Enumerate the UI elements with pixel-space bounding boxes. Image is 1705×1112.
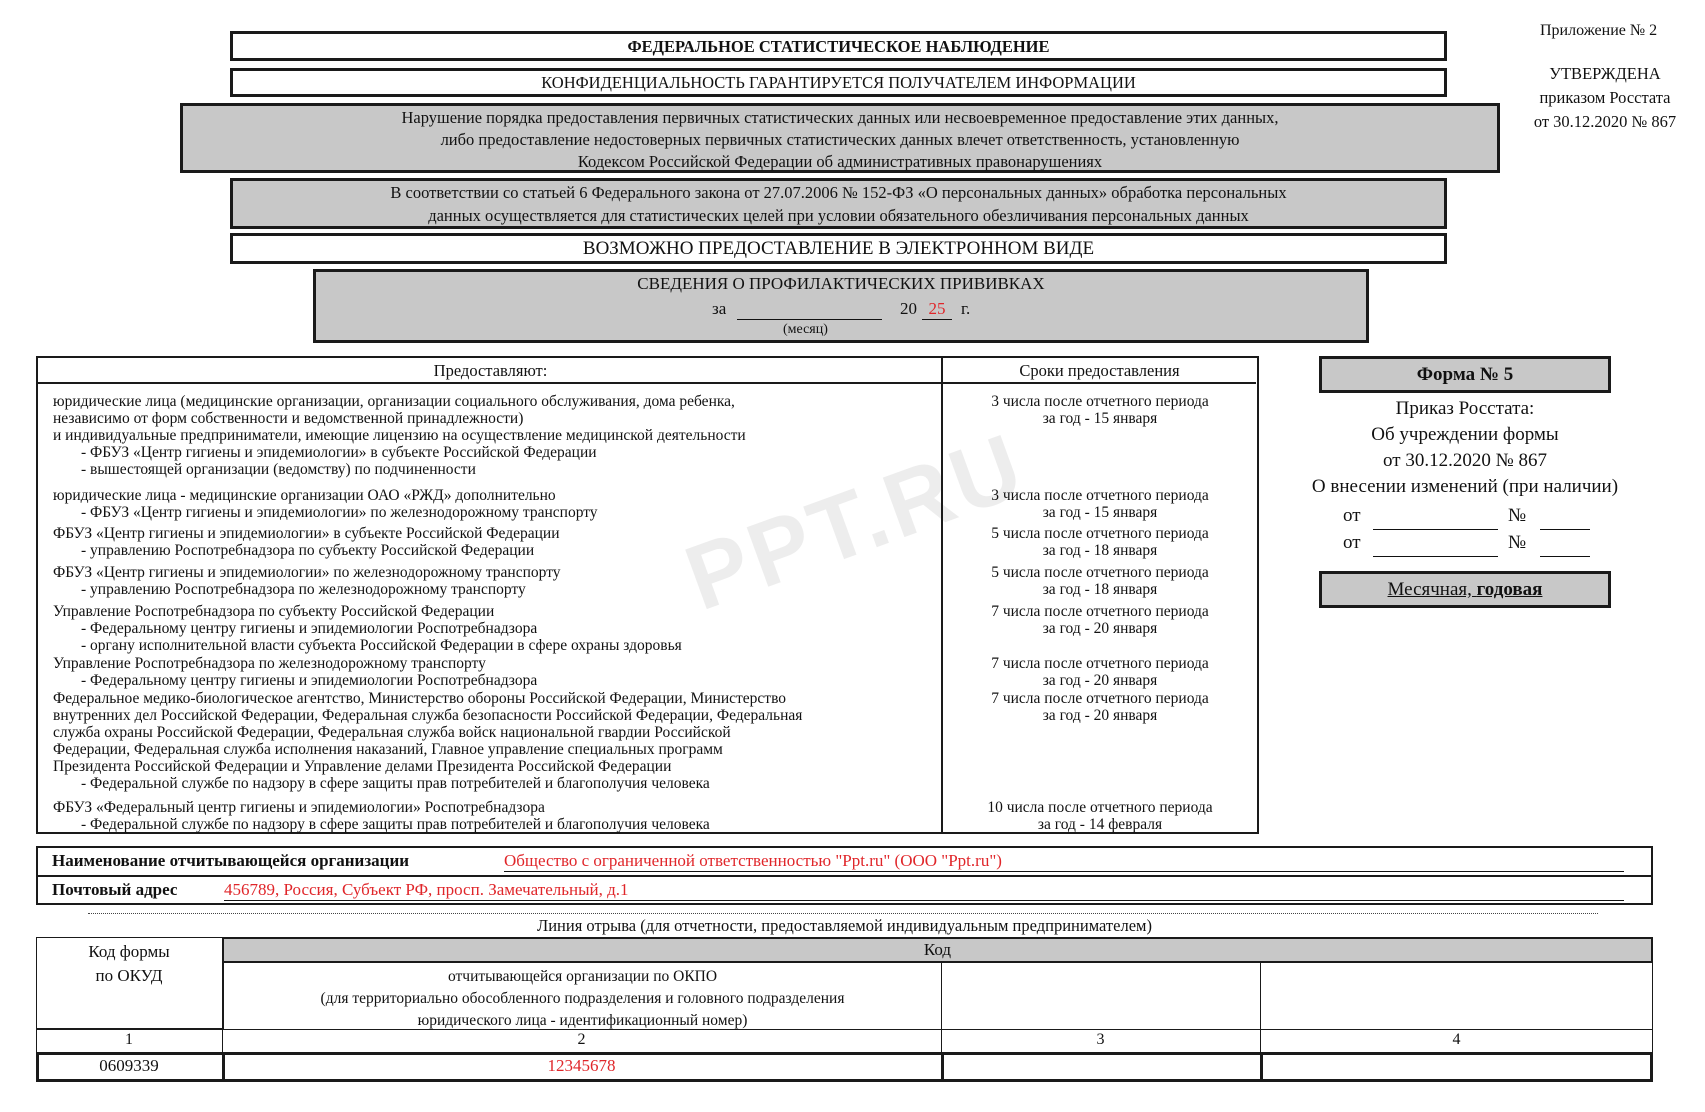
code-header: Код (222, 937, 1653, 963)
month-input[interactable] (737, 300, 882, 320)
change-num-input-1[interactable] (1540, 512, 1590, 530)
column-divider (941, 358, 943, 832)
year-input[interactable]: 25 (922, 299, 952, 320)
deadline-year: за год - 14 февраля (1037, 816, 1163, 833)
postal-address-value[interactable]: 456789, Россия, Субъект РФ, просп. Замечательный, д.1 (224, 880, 1624, 901)
provider-line: юридические лица (медицинские организации, организации социального обслуживания, дома ребенка, (53, 393, 735, 410)
deadline-year: за год - 20 января (1042, 707, 1158, 724)
organization-box (36, 846, 1653, 905)
provider-line: - Федеральной службе по надзору в сфере защиты прав потребителей и благополучия человека (81, 775, 710, 792)
periodicity-box (1319, 571, 1611, 608)
approve-date: от 30.12.2020 № 867 (1383, 450, 1547, 471)
org-divider (38, 875, 1651, 877)
provider-line: - Федеральному центру гигиены и эпидемиологии Роспотребнадзора (81, 672, 538, 689)
okpo-header (224, 966, 941, 1032)
approved-by: приказом Росстата (1539, 88, 1671, 107)
deadline-period: 7 числа после отчетного периода (991, 655, 1209, 672)
provider-line: Федеральное медико-биологическое агентство, Министерство обороны Российской Федерации, Министерство (53, 690, 787, 707)
appendix-label: Приложение № 2 (1540, 22, 1658, 39)
deadline-year: за год - 20 января (1042, 672, 1158, 689)
change-num-label-2: № (1508, 532, 1527, 553)
for-label: за (712, 299, 727, 318)
okud-header (36, 940, 222, 988)
provider-line: - Федеральной службе по надзору в сфере защиты прав потребителей и благополучия человека (81, 816, 710, 833)
okpo-header-line-1: отчитывающейся организации по ОКПО (447, 968, 718, 985)
report-title: СВЕДЕНИЯ О ПРОФИЛАКТИЧЕСКИХ ПРИВИВКАХ (637, 274, 1045, 293)
deadline-period: 3 числа после отчетного периода (991, 487, 1209, 504)
providers-header: Предоставляют: (38, 358, 943, 384)
changes-label: О внесении изменений (при наличии) (1311, 476, 1619, 497)
provider-line: - Федеральному центру гигиены и эпидемиологии Роспотребнадзора (81, 620, 538, 637)
provider-line: Управление Роспотребнадзора по железнодорожному транспорту (53, 655, 486, 672)
banner-violation (180, 103, 1500, 173)
provider-line: ФБУЗ «Федеральный центр гигиены и эпидемиологии» Роспотребнадзора (53, 799, 545, 816)
change-date-input-1[interactable] (1373, 512, 1498, 530)
provider-line: независимо от форм собственности и ведомственной принадлежности) (53, 410, 524, 427)
approve-label: Об учреждении формы (1371, 424, 1559, 445)
approved-date: от 30.12.2020 № 867 (1533, 112, 1677, 131)
col-number-1: 1 (125, 1031, 133, 1048)
org-name-value[interactable]: Общество с ограниченной ответственностью "Ppt.ru" (ООО "Ppt.ru") (504, 851, 1624, 872)
provider-line: - органу исполнительной власти субъекта Российской Федерации в сфере охраны здоровья (81, 637, 682, 654)
deadline-period: 3 числа после отчетного периода (991, 393, 1209, 410)
col-number-3: 3 (1096, 1031, 1105, 1048)
deadlines-header: Сроки предоставления (943, 358, 1256, 384)
watermark-text: PPT.RU (672, 414, 1038, 631)
report-title-box (313, 269, 1369, 343)
cut-line-caption: Линия отрыва (для отчетности, предоставляемой индивидуальным предпринимателем) (537, 916, 1152, 935)
deadline-period: 5 числа после отчетного периода (991, 564, 1209, 581)
col3-value[interactable] (941, 1056, 1260, 1078)
deadline-year: за год - 18 января (1042, 542, 1158, 559)
codes-table (36, 937, 1653, 1084)
provider-line: - вышестоящей организации (ведомству) по подчиненности (81, 461, 476, 478)
provider-line: - ФБУЗ «Центр гигиены и эпидемиологии» по железнодорожному транспорту (81, 504, 598, 521)
deadline-year: за год - 15 января (1042, 410, 1158, 427)
violation-line-3: Кодексом Российской Федерации об административных правонарушениях (577, 152, 1103, 171)
change-num-input-2[interactable] (1540, 539, 1590, 557)
provider-line: Президента Российской Федерации и Управление делами Президента Российской Федерации (53, 758, 672, 775)
okud-header-line-2: по ОКУД (95, 966, 163, 985)
provider-line: и индивидуальные предприниматели, имеющие лицензию на осуществление медицинской деятельности (53, 427, 746, 444)
banner-federal: ФЕДЕРАЛЬНОЕ СТАТИСТИЧЕСКОЕ НАБЛЮДЕНИЕ (230, 31, 1447, 61)
cut-line-dots (88, 913, 1598, 914)
provider-line: - управлению Роспотребнадзора по субъекту Российской Федерации (81, 542, 535, 559)
year-suffix: г. (961, 299, 971, 318)
form-number-box: Форма № 5 (1319, 356, 1611, 393)
banner-electronic: ВОЗМОЖНО ПРЕДОСТАВЛЕНИЕ В ЭЛЕКТРОННОМ ВИДЕ (230, 233, 1447, 264)
provider-line: Управление Роспотребнадзора по субъекту Российской Федерации (53, 603, 495, 620)
provider-line: ФБУЗ «Центр гигиены и эпидемиологии» в субъекте Российской Федерации (53, 525, 560, 542)
deadline-period: 7 числа после отчетного периода (991, 603, 1209, 620)
provider-line: юридические лица - медицинские организации ОАО «РЖД» дополнительно (53, 487, 556, 504)
org-name-label: Наименование отчитывающейся организации (52, 851, 410, 870)
approved-title: УТВЕРЖДЕНА (1549, 64, 1661, 83)
periodicity-bold: годовая (1476, 579, 1543, 600)
month-caption: (месяц) (783, 322, 828, 337)
provider-line: - управлению Роспотребнадзора по железнодорожному транспорту (81, 581, 526, 598)
provider-line: ФБУЗ «Центр гигиены и эпидемиологии» по железнодорожному транспорту (53, 564, 561, 581)
okud-header-line-1: Код формы (88, 942, 170, 961)
order-label: Приказ Росстата: (1395, 398, 1535, 419)
deadline-year: за год - 18 января (1042, 581, 1158, 598)
provider-line: - ФБУЗ «Центр гигиены и эпидемиологии» в субъекте Российской Федерации (81, 444, 597, 461)
violation-line-1: Нарушение порядка предоставления первичных статистических данных или несвоевременное предоставление этих данных, (401, 108, 1279, 127)
banner-personal-data (230, 178, 1447, 229)
change-from-label-2: от (1343, 532, 1361, 553)
change-num-label-1: № (1508, 505, 1527, 526)
okpo-value[interactable]: 12345678 (547, 1056, 616, 1075)
personal-line-1: В соответствии со статьей 6 Федерального закона от 27.07.2006 № 152-ФЗ «О персональных данных» обработка персональных (390, 183, 1287, 202)
okud-value[interactable]: 0609339 (99, 1056, 159, 1075)
deadline-period: 5 числа после отчетного периода (991, 525, 1209, 542)
banner-confidential: КОНФИДЕНЦИАЛЬНОСТЬ ГАРАНТИРУЕТСЯ ПОЛУЧАТЕЛЕМ ИНФОРМАЦИИ (230, 68, 1447, 97)
col-number-2: 2 (577, 1031, 586, 1048)
change-date-input-2[interactable] (1373, 539, 1498, 557)
personal-line-2: данных осуществляется для статистических целей при условии обязательного обезличивания персональных данных (428, 206, 1249, 225)
col-number-4: 4 (1452, 1031, 1461, 1048)
postal-address-label: Почтовый адрес (52, 880, 178, 899)
year-prefix: 20 (900, 299, 917, 318)
deadline-year: за год - 20 января (1042, 620, 1158, 637)
violation-line-2: либо предоставление недостоверных первичных статистических данных влечет ответственность, установленную (440, 130, 1240, 149)
provider-line: служба охраны Российской Федерации, Федеральная служба войск национальной гвардии Российской (53, 724, 731, 741)
periodicity-regular: Месячная, (1387, 579, 1477, 600)
deadline-period: 10 числа после отчетного периода (987, 799, 1213, 816)
okpo-header-line-3: юридического лица - идентификационный номер) (417, 1012, 748, 1029)
okpo-header-line-2: (для территориально обособленного подразделения и головного подразделения (320, 990, 845, 1007)
provider-line: внутренних дел Российской Федерации, Федеральная служба безопасности Российской Федерации, Федеральная (53, 707, 803, 724)
col4-value[interactable] (1260, 1056, 1653, 1078)
deadline-year: за год - 15 января (1042, 504, 1158, 521)
provider-line: Федерации, Федеральная служба исполнения наказаний, Главное управление специальных программ (53, 741, 723, 758)
change-from-label-1: от (1343, 505, 1361, 526)
deadline-period: 7 числа после отчетного периода (991, 690, 1209, 707)
approval-block (1505, 62, 1705, 134)
